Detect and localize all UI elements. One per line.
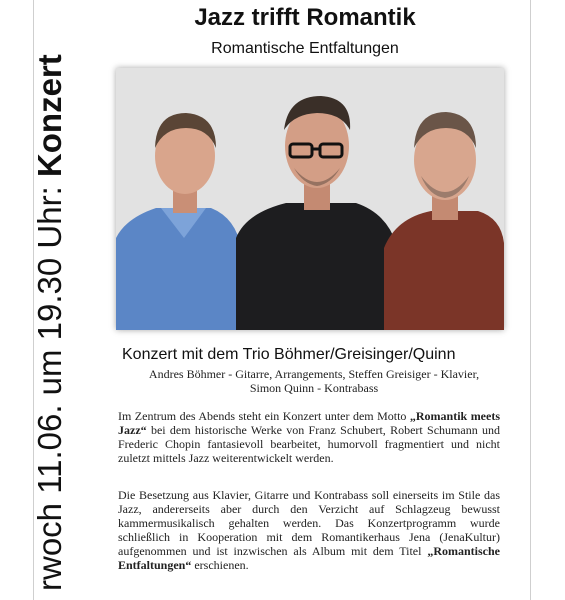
cast-line-1: Andres Böhmer - Gitarre, Arrangements, Steffen Greisiger - Klavier, <box>148 367 480 381</box>
side-label: Konzert <box>31 54 68 178</box>
p1-text-c: bei dem historische Werke von Franz Schubert, Robert Schumann und Frederic Chopin fantasievoll bearbeitet, humorvoll fragmentiert und nicht zuletzt mittels Jazz weiterentwickelt werden. <box>118 423 500 465</box>
concert-heading: Konzert mit dem Trio Böhmer/Greisinger/Quinn <box>122 346 456 363</box>
description-paragraph-2 <box>118 488 500 572</box>
p2-text-c: erschienen. <box>191 558 249 572</box>
p2-text-a: Die Besetzung aus Klavier, Gitarre und Kontrabass soll einerseits im Stile das Jazz, andererseits aber durch den Verzicht auf Schlagzeug bewusst kammermusikalisch gehalten werden. Das Konzertprogramm wurde schließlich in Kooperation mit dem Romantikerhaus Jena (JenaKultur) aufgenommen und ist inzwischen als Album mit dem Titel <box>118 488 500 558</box>
cast-line-2: Simon Quinn - Kontrabass <box>249 381 379 395</box>
cast-list <box>118 367 510 395</box>
band-photo <box>116 68 504 330</box>
p1-motto: „Romantik meets Jazz“ <box>118 409 501 437</box>
poster-title: Jazz trifft Romantik <box>194 4 416 31</box>
poster-subtitle: Romantische Entfaltungen <box>211 40 399 57</box>
p1-text-a: Im Zentrum des Abends steht ein Konzert unter dem Motto <box>118 409 410 423</box>
p2-album-title: „Romantische Entfaltungen“ <box>118 544 500 572</box>
description-paragraph-1 <box>118 409 500 465</box>
side-date: rwoch 11.06. um 19.30 Uhr: <box>31 186 68 591</box>
band-photo-illustration <box>116 68 504 330</box>
page-border-right <box>530 0 531 600</box>
side-banner <box>27 54 73 591</box>
